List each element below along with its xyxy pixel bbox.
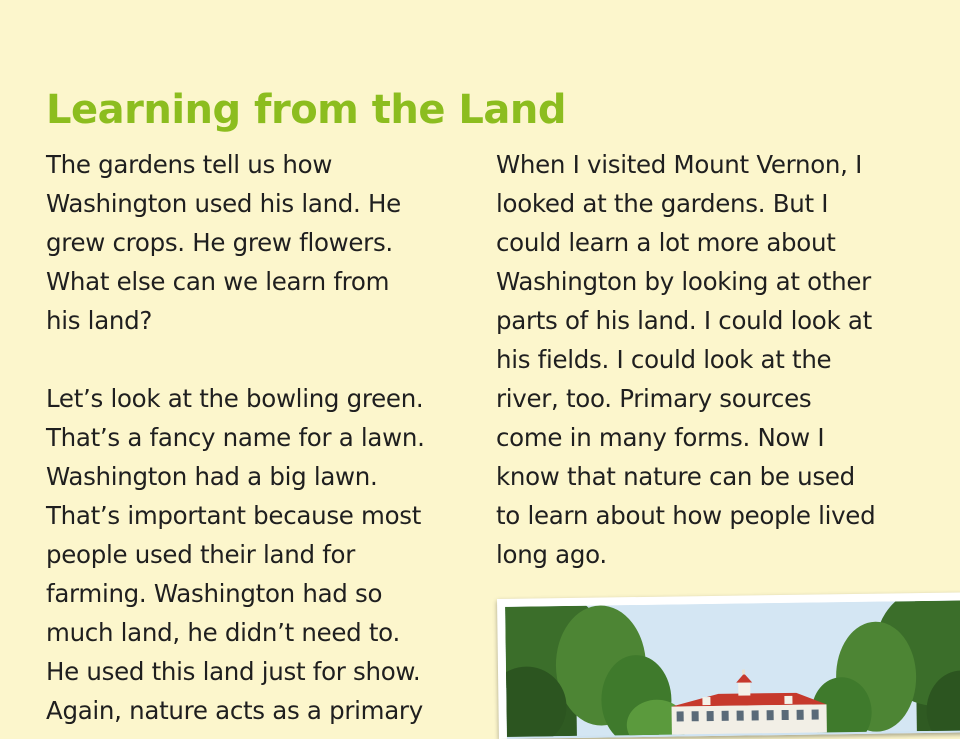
text-line: his fields. I could look at the xyxy=(496,345,832,374)
right-text-column xyxy=(496,145,875,574)
mount-vernon-photo xyxy=(497,592,960,739)
text-line: looked at the gardens. But I xyxy=(496,189,829,218)
page-title: Learning from the Land xyxy=(46,87,567,133)
text-line: That’s important because most xyxy=(46,501,422,530)
text-line: Washington had a big lawn. xyxy=(46,462,378,491)
text-line: That’s a fancy name for a lawn. xyxy=(46,423,425,452)
text-line: Washington used his land. He xyxy=(46,189,401,218)
text-line: know that nature can be used xyxy=(496,462,855,491)
text-line: What else can we learn from xyxy=(46,267,390,296)
text-line: He used this land just for show. xyxy=(46,657,421,686)
text-line: parts of his land. I could look at xyxy=(496,306,872,335)
text-line: his land? xyxy=(46,306,153,335)
text-line: farming. Washington had so xyxy=(46,579,383,608)
text-line: Let’s look at the bowling green. xyxy=(46,384,424,413)
photo-image xyxy=(505,600,960,739)
text-line: much land, he didn’t need to. xyxy=(46,618,400,647)
text-line: Again, nature acts as a primary xyxy=(46,696,423,725)
text-line: to learn about how people lived xyxy=(496,501,876,530)
text-line: When I visited Mount Vernon, I xyxy=(496,150,863,179)
text-line: grew crops. He grew flowers. xyxy=(46,228,393,257)
text-line: come in many forms. Now I xyxy=(496,423,825,452)
text-line: could learn a lot more about xyxy=(496,228,836,257)
text-line: The gardens tell us how xyxy=(46,150,333,179)
text-line: long ago. xyxy=(496,540,607,569)
left-text-column xyxy=(46,145,425,730)
mansion-illustration xyxy=(505,600,960,737)
text-line: river, too. Primary sources xyxy=(496,384,812,413)
paragraph-gap xyxy=(46,340,425,379)
text-line: Washington by looking at other xyxy=(496,267,871,296)
text-line: people used their land for xyxy=(46,540,355,569)
